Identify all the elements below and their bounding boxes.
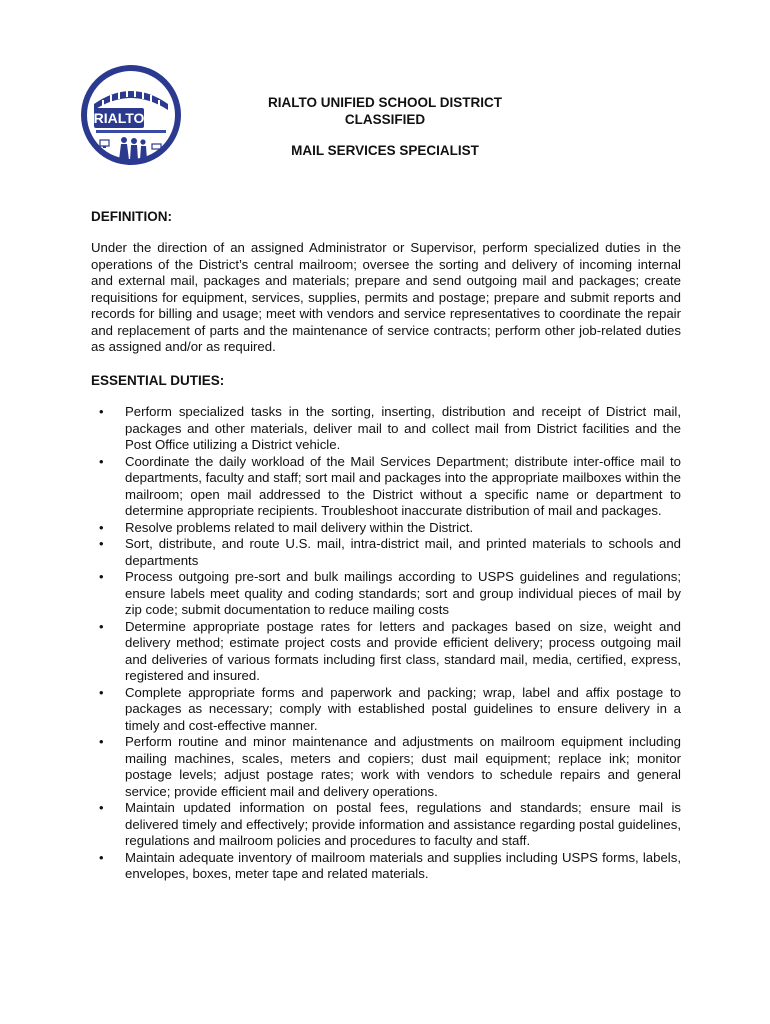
bullet-icon: • xyxy=(99,569,104,584)
list-item xyxy=(91,404,681,454)
duty-text: Process outgoing pre-sort and bulk mailings according to USPS guidelines and regulations; ensure labels meet quality and coding standards; sort and group individual pieces of mail by zip code; submit documentation to reduce mailing costs xyxy=(125,569,681,617)
list-item xyxy=(91,536,681,569)
bullet-icon: • xyxy=(99,849,104,865)
list-item xyxy=(91,454,681,520)
bullet-icon: • xyxy=(99,453,104,469)
duty-text: Complete appropriate forms and paperwork and packing; wrap, label and affix postage to packages as necessary; comply with established postal guidelines to ensure delivery in a timely and cost-effective manner. xyxy=(125,684,681,733)
list-item xyxy=(91,569,681,619)
list-item xyxy=(91,850,681,883)
list-item xyxy=(91,619,681,685)
job-title: MAIL SERVICES SPECIALIST xyxy=(291,143,479,158)
duty-text: Perform routine and minor maintenance and adjustments on mailroom equipment including mailing machines, scales, meters and copiers; dust mail equipment; replace ink; monitor postage levels; adjust postage rates; work with vendors to schedule repairs and general service; provide efficient mail and delivery operations. xyxy=(125,734,681,799)
district-name: RIALTO UNIFIED SCHOOL DISTRICT xyxy=(267,95,502,110)
classification: CLASSIFIED xyxy=(344,112,426,127)
duty-text: Coordinate the daily workload of the Mail Services Department; distribute inter-office mail to departments, faculty and staff; sort mail and packages into the appropriate mailboxes within the mailroom; open mail addressed to the District without a specific name or department to determine appropriate recipients. Troubleshoot inaccurate distribution of mail and packages. xyxy=(125,453,681,518)
bullet-icon: • xyxy=(99,684,104,700)
list-item xyxy=(91,685,681,735)
duty-text: Perform specialized tasks in the sorting, inserting, distribution and receipt of District mail, packages and other materials, deliver mail to and collect mail from District facilities and the Post Office utilizing a District vehicle. xyxy=(125,404,681,452)
bullet-icon: • xyxy=(99,618,104,634)
bullet-icon: • xyxy=(99,800,104,815)
essential-duties-heading: ESSENTIAL DUTIES: xyxy=(91,373,225,388)
list-item xyxy=(91,800,681,850)
definition-text: Under the direction of an assigned Administrator or Supervisor, perform specialized duties in the operations of the District’s central mailroom; oversee the sorting and delivery of incoming internal and external mail, packages and materials; prepare and send outgoing mail and packages; create requisitions for equipment, services, supplies, permits and postage; prepare and submit reports and records for billing and usage; meet with vendors and service representatives to coordinate the repair and replacement of parts and the maintenance of service contracts; perform other job-related duties as assigned and/or as required. xyxy=(91,240,681,354)
duty-text: Sort, distribute, and route U.S. mail, intra-district mail, and printed materials to schools and departments xyxy=(125,536,681,568)
list-item xyxy=(91,734,681,800)
bullet-icon: • xyxy=(99,519,104,535)
duty-text: Determine appropriate postage rates for letters and packages based on size, weight and delivery method; estimate project costs and provide efficient delivery; process outgoing mail and deliveries of various formats including first class, standard mail, media, certified, express, registered and insured. xyxy=(125,618,681,683)
definition-heading: DEFINITION: xyxy=(91,209,172,224)
svg-text:RIALTO: RIALTO xyxy=(93,110,145,126)
duty-text: Resolve problems related to mail delivery within the District. xyxy=(125,519,474,535)
list-item xyxy=(91,520,681,537)
bullet-icon: • xyxy=(99,404,104,419)
duty-text: Maintain adequate inventory of mailroom materials and supplies including USPS forms, labels, envelopes, boxes, meter tape and related materials. xyxy=(125,849,681,881)
bullet-icon: • xyxy=(99,734,104,749)
essential-duties-list xyxy=(91,404,681,883)
bullet-icon: • xyxy=(99,536,104,551)
duty-text: Maintain updated information on postal fees, regulations and standards; ensure mail is delivered timely and effectively; provide information and assistance regarding postal guidelines, regulations and mailroom policies and procedures to faculty and staff. xyxy=(125,800,681,848)
document-header xyxy=(0,94,770,159)
